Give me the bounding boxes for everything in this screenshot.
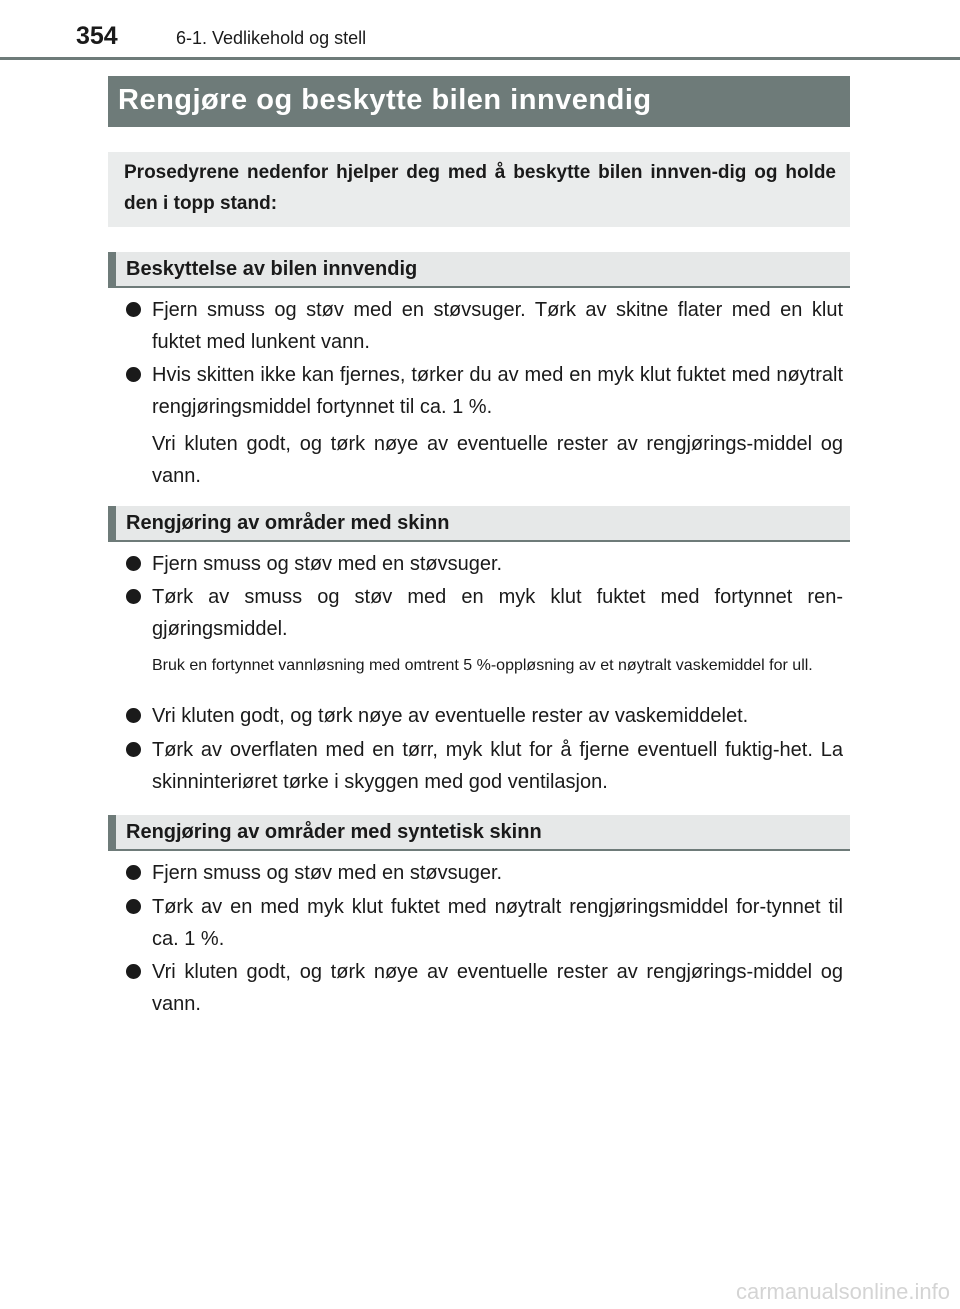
- section-heading-label: Beskyttelse av bilen innvendig: [126, 258, 418, 280]
- list-item: [126, 294, 843, 358]
- section-heading-synthetic-leather: [108, 815, 850, 851]
- section-heading-label: Rengjøring av områder med skinn: [126, 512, 450, 534]
- list-item-text: Vri kluten godt, og tørk nøye av eventuelle rester av rengjørings-middel og vann.: [152, 961, 843, 1015]
- list-item-text: Fjern smuss og støv med en støvsuger. Tørk av skitne flater med en klut fuktet med lunkent vann.: [152, 299, 843, 353]
- bullet-icon: [126, 708, 141, 723]
- list-item-text: Hvis skitten ikke kan fjernes, tørker du av med en myk klut fuktet med nøytralt rengjøringsmiddel fortynnet til ca. 1 %.: [152, 364, 843, 418]
- list-item-text: Fjern smuss og støv med en støvsuger.: [152, 553, 503, 575]
- chapter-title: 6-1. Vedlikehold og stell: [176, 28, 367, 48]
- bullet-icon: [126, 964, 141, 979]
- list-item: [126, 857, 843, 889]
- intro-box: [108, 152, 850, 227]
- page-number: 354: [76, 22, 118, 50]
- list-item: [126, 581, 843, 645]
- list-item-text: Vri kluten godt, og tørk nøye av eventuelle rester av vaskemiddelet.: [152, 705, 749, 727]
- note-text: Bruk en fortynnet vannløsning med omtrent 5 %-oppløsning av et nøytralt vaskemiddel for ull.: [152, 657, 813, 674]
- list-item-text: Fjern smuss og støv med en støvsuger.: [152, 862, 503, 884]
- list-item: [126, 891, 843, 955]
- bullet-icon: [126, 865, 141, 880]
- header-rule: [0, 57, 960, 60]
- bullet-icon: [126, 367, 141, 382]
- list-item-text: Tørk av en med myk klut fuktet med nøytralt rengjøringsmiddel for-tynnet til ca. 1 %.: [152, 896, 843, 950]
- watermark: carmanualsonline.info: [735, 1279, 950, 1304]
- section-heading-label: Rengjøring av områder med syntetisk skinn: [126, 821, 542, 843]
- intro-text: Prosedyrene nedenfor hjelper deg med å beskytte bilen innven-dig og holde den i topp stand:: [124, 162, 836, 214]
- bullet-icon: [126, 589, 141, 604]
- title-bar: [108, 76, 850, 127]
- section-heading-leather: [108, 506, 850, 542]
- page-title: Rengjøre og beskytte bilen innvendig: [118, 84, 652, 116]
- paragraph: Vri kluten godt, og tørk nøye av eventuelle rester av rengjørings-middel og vann.: [152, 433, 843, 487]
- list-item: [126, 956, 843, 1020]
- list-item-text: Tørk av overflaten med en tørr, myk klut for å fjerne eventuell fuktig-het. La skinninteriøret tørke i skyggen med god ventilasjon.: [152, 739, 843, 793]
- bullet-icon: [126, 899, 141, 914]
- section-heading-interior-protection: [108, 252, 850, 288]
- list-item: [126, 734, 843, 798]
- list-item: [126, 700, 843, 732]
- list-item: [126, 359, 843, 423]
- bullet-icon: [126, 302, 141, 317]
- bullet-icon: [126, 556, 141, 571]
- list-item: [126, 548, 843, 580]
- bullet-icon: [126, 742, 141, 757]
- list-item-text: Tørk av smuss og støv med en myk klut fuktet med fortynnet ren-gjøringsmiddel.: [152, 586, 843, 640]
- page-header: [0, 0, 960, 60]
